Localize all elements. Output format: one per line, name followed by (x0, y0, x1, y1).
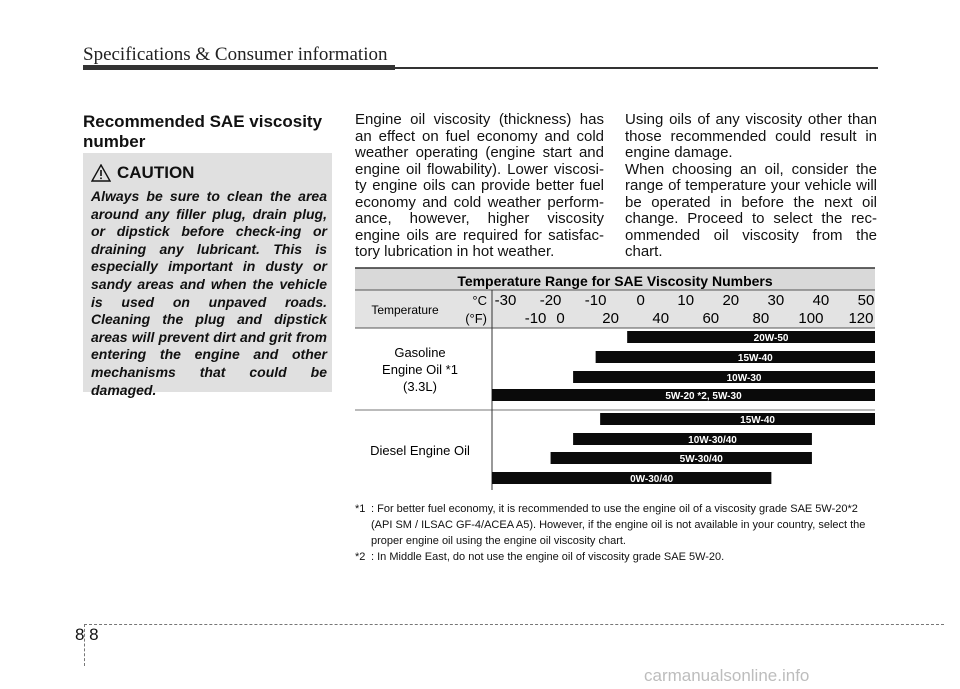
viscosity-bar-label: 10W-30/40 (688, 435, 737, 446)
caution-text: Always be sure to clean the area around any filler plug, drain plug, or dipstick before check-ing or draining any lubricant. This is especially important in dusty or sandy areas and when the vehicle is used on unpaved roads. Cleaning the plug and dipstick areas will prevent dirt and grit from entering the engine and other mechanisms that could be damaged. (91, 188, 327, 398)
footnote-text: : In Middle East, do not use the engine oil of viscosity grade SAE 5W-20. (371, 551, 725, 563)
viscosity-bar-label: 0W-30/40 (630, 474, 674, 485)
tick-label-celsius: 40 (812, 292, 830, 309)
footnote-mark: *1 (355, 503, 366, 515)
viscosity-bar-label: 5W-30/40 (679, 454, 723, 465)
footnote-2 (355, 549, 880, 565)
footer-rule (84, 624, 944, 625)
unit-celsius: °C (472, 293, 487, 308)
row-label-temperature: Temperature (371, 303, 439, 317)
footnote-text: : For better fuel economy, it is recommended to use the engine oil of a viscosity grade SAE 5W-20*2 (API SM / ILSAC GF-4/ACEA A5). However, if the engine oil is not available in your country, select the proper engine oil using the engine oil viscosity chart. (371, 503, 866, 547)
tick-label-celsius: 30 (767, 292, 785, 309)
viscosity-bar (573, 371, 875, 383)
header-title: Specifications & Consumer information (83, 44, 388, 65)
tick-label-celsius: 0 (636, 292, 645, 309)
chart-title: Temperature Range for SAE Viscosity Numbers (457, 273, 773, 289)
tick-label-celsius: -10 (584, 292, 607, 309)
tick-label-celsius: -30 (494, 292, 517, 309)
tick-label-celsius: -20 (539, 292, 562, 309)
body-column-2: Engine oil viscosity (thickness) has an effect on fuel economy and cold weather operating (engine start and engine oil flowability). Lower viscosi-ty engine oils can provide better fuel economy and cold weather perform-ance, however, higher viscosity engine oils are required for satisfac-tory lubrication in hot weather. (355, 111, 604, 260)
tick-label-fahrenheit: 0 (556, 310, 565, 327)
tick-label-celsius: 10 (677, 292, 695, 309)
watermark: carmanualsonline.info (644, 666, 810, 685)
section-title: Recommended SAE viscosity number (83, 112, 323, 151)
body-paragraph-2: When choosing an oil, consider the range of temperature your vehicle will be operated in before the next oil change. Proceed to select the rec-ommended oil viscosity from the chart. (625, 160, 877, 260)
group-label: Diesel Engine Oil (370, 443, 470, 458)
tick-label-celsius: 50 (857, 292, 875, 309)
viscosity-bar (596, 351, 875, 363)
body-paragraph-1: Using oils of any viscosity other than those recommended could result in engine damage. (625, 111, 877, 161)
tick-label-fahrenheit: 60 (702, 310, 720, 327)
viscosity-bar-label: 20W-50 (753, 333, 789, 344)
tick-label-fahrenheit: 20 (602, 310, 619, 327)
viscosity-bar-label: 5W-20 *2, 5W-30 (665, 391, 742, 402)
tick-label-fahrenheit: 100 (798, 310, 824, 327)
group-label: (3.3L) (403, 379, 437, 394)
tick-label-celsius: 20 (722, 292, 740, 309)
tick-label-fahrenheit: 40 (652, 310, 670, 327)
footnotes (355, 501, 880, 565)
unit-fahrenheit: (°F) (465, 311, 487, 326)
footnote-mark: *2 (355, 551, 366, 563)
viscosity-bar-label: 15W-40 (740, 415, 775, 426)
tick-label-fahrenheit: 80 (752, 310, 770, 327)
viscosity-bar (600, 413, 875, 425)
caution-label: CAUTION (117, 163, 195, 182)
viscosity-bar-label: 15W-40 (737, 353, 773, 364)
page-number: 8 8 (75, 625, 99, 644)
footnote-1 (355, 501, 880, 549)
viscosity-bar-label: 10W-30 (726, 373, 762, 384)
tick-label-fahrenheit: -10 (524, 310, 547, 327)
group-label: Engine Oil *1 (382, 362, 458, 377)
tick-label-fahrenheit: 120 (848, 310, 874, 327)
group-label: Gasoline (394, 345, 446, 360)
viscosity-bar (627, 331, 875, 343)
